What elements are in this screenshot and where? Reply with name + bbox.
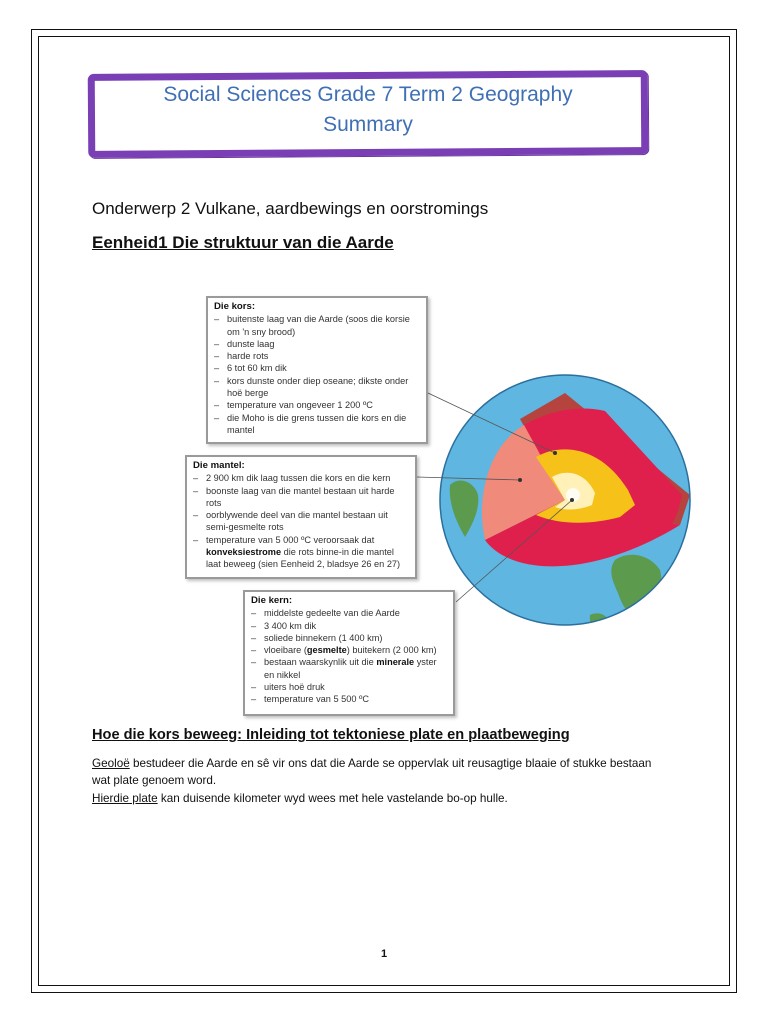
list-item: – oorblywende deel van die mantel bestaan uit semi-gesmelte rots [193, 509, 409, 534]
list-item: – 3 400 km dik [251, 620, 447, 632]
paragraph-1-text: bestudeer die Aarde en sê vir ons dat die Aarde se oppervlak uit reusagtige blaaie of stukke bestaan wat plate genoem word. [92, 757, 652, 787]
list-item: – 6 tot 60 km dik [214, 362, 420, 374]
list-item [193, 534, 409, 571]
list-item: – kors dunste onder diep oseane; dikste onder hoë berge [214, 375, 420, 400]
crust-list [214, 313, 420, 436]
plates-term: Hierdie plate [92, 792, 158, 805]
mantle-convection-before: temperature van 5 000 ºC veroorsaak dat [206, 534, 375, 545]
core-list [251, 607, 447, 705]
list-item: – 2 900 km dik laag tussen die kors en die kern [193, 472, 409, 484]
list-item: – uiters hoë druk [251, 681, 447, 693]
crust-callout [206, 296, 428, 444]
crust-heading: Die kors: [214, 301, 256, 312]
list-item [251, 656, 447, 681]
paragraph-2-text: kan duisende kilometer wyd wees met hele vastelande bo-op hulle. [157, 792, 508, 805]
mantle-convection-after: die rots binne-in die mantel laat beweeg (sien Eenheid 2, bladsye 26 en 27) [206, 547, 401, 570]
title-line-1: Social Sciences Grade 7 Term 2 Geography [163, 83, 573, 106]
list-item: – soliede binnekern (1 400 km) [251, 632, 447, 644]
list-item: – boonste laag van die mantel bestaan uit harde rots [193, 485, 409, 510]
core-callout [243, 590, 455, 716]
core-liquid-after: ) buitekern (2 000 km) [346, 645, 437, 656]
core-liquid-before: vloeibare ( [264, 645, 307, 656]
core-minerals-after: yster en nikkel [264, 657, 437, 680]
page-number: 1 [380, 948, 388, 960]
list-item: – die Moho is die grens tussen die kors en die mantel [214, 412, 420, 437]
unit-heading: Eenheid1 Die struktuur van die Aarde [92, 233, 394, 252]
paragraph-plates [92, 791, 652, 808]
paragraph-geologists [92, 756, 652, 789]
list-item: – dunste laag [214, 338, 420, 350]
page-title [95, 80, 641, 140]
core-heading: Die kern: [251, 595, 293, 606]
list-item: – middelste gedeelte van die Aarde [251, 607, 447, 619]
geologists-term: Geoloë [92, 757, 130, 770]
topic-heading: Onderwerp 2 Vulkane, aardbewings en oorstromings [92, 199, 489, 218]
list-item: – temperature van ongeveer 1 200 ºC [214, 399, 420, 411]
list-item: – buitenste laag van die Aarde (soos die korsie om 'n sny brood) [214, 313, 420, 338]
list-item: – harde rots [214, 350, 420, 362]
list-item [251, 644, 447, 656]
mantle-callout [185, 455, 417, 579]
core-minerals-before: bestaan waarskynlik uit die [264, 657, 377, 668]
list-item: – temperature van 5 500 ºC [251, 693, 447, 705]
core-minerals-bold: minerale [376, 657, 415, 668]
core-liquid-bold: gesmelte [306, 645, 347, 656]
title-line-2: Summary [323, 113, 413, 136]
section-heading: Hoe die kors beweeg: Inleiding tot tektoniese plate en plaatbeweging [92, 727, 570, 743]
mantle-heading: Die mantel: [193, 460, 245, 471]
mantle-convection-bold: konveksiestrome [206, 547, 282, 558]
mantle-list [193, 472, 409, 570]
